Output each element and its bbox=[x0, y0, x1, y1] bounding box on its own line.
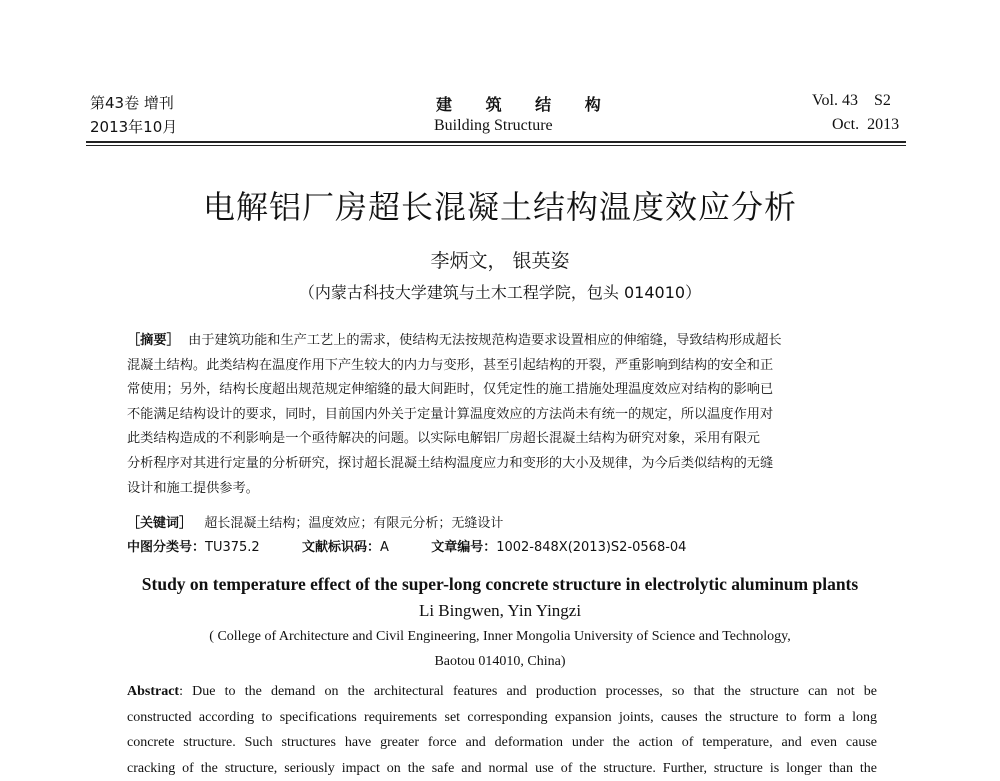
abstract-cn-line: 不能满足结构设计的要求，同时，目前国内外关于定量计算温度效应的方法尚未有统一的规定，所以温度作用对 bbox=[127, 403, 877, 428]
clc-label: 中图分类号： bbox=[127, 540, 205, 555]
affiliation-cn: （内蒙古科技大学建筑与土木工程学院，包头 014010） bbox=[0, 280, 1000, 303]
abstract-en-line: cracking of the structure, seriously impact on the safe and normal use of the structure. Further, structure is longer than the bbox=[127, 756, 877, 781]
volume-issue-en: Vol. 43 S2 bbox=[812, 92, 891, 110]
abstract-cn-line: 常使用；另外，结构长度超出规范规定伸缩缝的最大间距时，仅凭定性的施工措施处理温度效应对结构的影响已 bbox=[127, 378, 877, 403]
abstract-en-line: concrete structure. Such structures have greater force and deformation under the action of temperature, and even cause bbox=[127, 730, 877, 756]
abstract-en-line: Abstract: Due to the demand on the architectural features and production processes, so that the structure can not be bbox=[127, 679, 877, 705]
abstract-cn-line: 分析程序对其进行定量的分析研究，探讨超长混凝土结构温度应力和变形的大小及规律，为今后类似结构的无缝 bbox=[127, 452, 877, 477]
keywords-line bbox=[127, 512, 503, 531]
abstract-cn-line: 混凝土结构。此类结构在温度作用下产生较大的内力与变形，甚至引起结构的开裂，严重影响到结构的安全和正 bbox=[127, 354, 877, 379]
abstract-en-label: Abstract bbox=[127, 684, 179, 699]
abstract-cn-line: 此类结构造成的不利影响是一个亟待解决的问题。以实际电解铝厂房超长混凝土结构为研究对象，采用有限元 bbox=[127, 427, 877, 452]
date-en: Oct. 2013 bbox=[832, 116, 899, 134]
clc-value: TU375.2 bbox=[205, 540, 260, 555]
volume-issue-cn: 第43卷 增刊 bbox=[90, 93, 174, 113]
keywords-label: ［关键词］ bbox=[127, 516, 192, 531]
paper-title-en: Study on temperature effect of the super-long concrete structure in electrolytic aluminum plants bbox=[0, 574, 1000, 595]
abstract-cn bbox=[127, 329, 877, 501]
paper-title-cn: 电解铝厂房超长混凝土结构温度效应分析 bbox=[0, 182, 1000, 228]
article-no-value: 1002-848X(2013)S2-0568-04 bbox=[496, 540, 686, 555]
abstract-cn-label: ［摘要］ bbox=[127, 333, 180, 348]
authors-cn: 李炳文， 银英姿 bbox=[0, 246, 1000, 273]
authors-en: Li Bingwen, Yin Yingzi bbox=[0, 601, 1000, 621]
abstract-en bbox=[127, 679, 877, 781]
classification-line bbox=[127, 536, 686, 555]
affiliation-en-line1: ( College of Architecture and Civil Engineering, Inner Mongolia University of Science and Technology, bbox=[0, 629, 1000, 645]
doc-code-value: A bbox=[380, 540, 389, 555]
date-cn: 2013年10月 bbox=[90, 117, 177, 137]
affiliation-en-line2: Baotou 014010, China) bbox=[0, 654, 1000, 670]
abstract-cn-line: ［摘要］ 由于建筑功能和生产工艺上的需求，使结构无法按规范构造要求设置相应的伸缩缝，导致结构形成超长 bbox=[127, 329, 877, 354]
article-no-label: 文章编号： bbox=[431, 540, 496, 555]
journal-name-en: Building Structure bbox=[434, 117, 553, 135]
header-rule-thick bbox=[86, 141, 906, 143]
journal-name-cn: 建 筑 结 构 bbox=[436, 92, 615, 115]
header-rule-thin bbox=[86, 145, 906, 146]
keywords-value: 超长混凝土结构；温度效应；有限元分析；无缝设计 bbox=[204, 516, 503, 531]
abstract-en-line: constructed according to specifications requirements set corresponding expansion joints, causes the structure to form a long bbox=[127, 705, 877, 731]
doc-code-label: 文献标识码： bbox=[302, 540, 380, 555]
abstract-cn-line: 设计和施工提供参考。 bbox=[127, 477, 877, 502]
